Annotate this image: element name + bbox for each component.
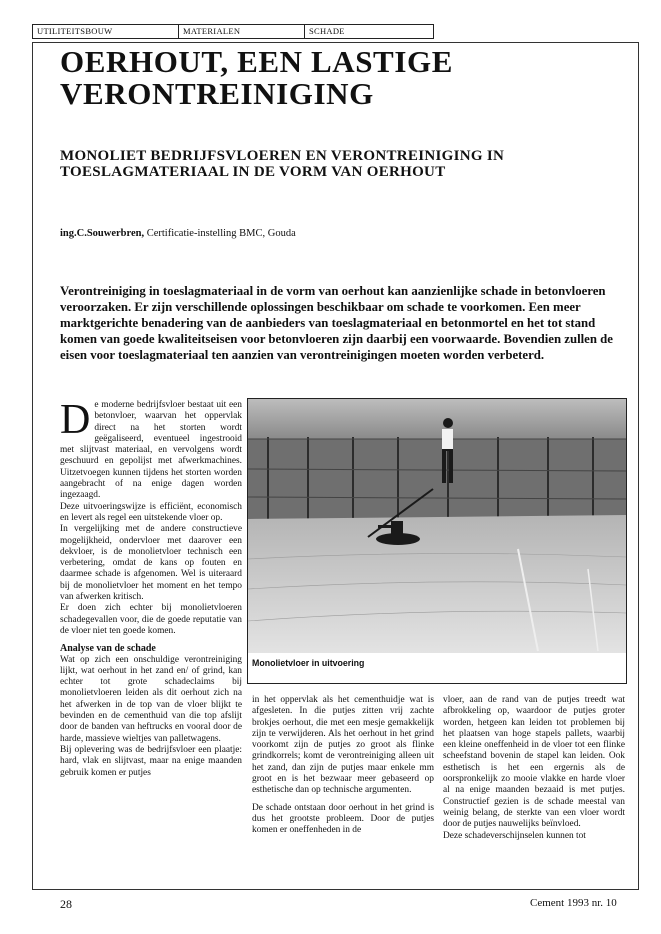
col1-paragraph-6: Bij oplevering was de bedrijfsvloer een plaatje: hard, vlak en slijtvast, maar na enige maanden gebruik komen er putjes xyxy=(60,744,242,778)
author-affiliation: Certificatie-instelling BMC, Gouda xyxy=(146,228,296,239)
photo-figure xyxy=(247,398,627,684)
article-title xyxy=(60,46,620,110)
col3-paragraph-1: vloer, aan de rand van de putjes treedt wat afbrokkeling op, waardoor de putjes groter worden, hetgeen kan leiden tot problemen bij het plaatsen van hoge stapels pallets, waarbij een kleine oneffenheid in de vloer tot een flinke scheefstand bovenin de stapel kan leiden. Ook esthetisch is het een ergernis als de oorspronkelijk zo mooie vlakke en harde vloer al na enige maanden bezaaid is met putjes. Constructief gezien is de schade meestal van weinig belang, de sterkte van een vloer wordt door de putjes nauwelijks beïnvloed. xyxy=(443,695,625,830)
title-line-1: OERHOUT, EEN LASTIGE xyxy=(60,44,453,79)
article-subtitle: MONOLIET BEDRIJFSVLOEREN EN VERONTREINIGING IN TOESLAGMATERIAAL IN DE VORM VAN OERHOUT xyxy=(60,148,505,180)
title-line-2: VERONTREINIGING xyxy=(60,76,374,111)
drop-cap: D xyxy=(60,397,91,443)
intro-paragraph xyxy=(60,397,242,502)
col2-paragraph-2: De schade ontstaan door oerhout in het grind is dus het grootste probleem. Door de putjes komen er oneffenheden in de xyxy=(252,802,434,836)
text-column-2 xyxy=(252,695,434,837)
text-column-1 xyxy=(60,397,242,779)
text-column-3 xyxy=(443,695,625,842)
col1-paragraph-3: In vergelijking met de andere constructieve mogelijkheid, ondervloer met daarover een dekvloer, is de monolietvloer technisch een verbetering, omdat de kans op fouten en daarmee schade is afgenomen. Wel is uiteraard bij de monolietvloer het moment en het tempo van afwerken kritisch. xyxy=(60,524,242,603)
page-number: 28 xyxy=(60,897,72,911)
col2-paragraph-1: in het oppervlak als het cementhuidje wat is afgesleten. In die putjes zitten vrij zachte brokjes oerhout, die met een mesje gemakkelijk zijn te verwijderen. Als het oerhout in het grind voorkomt zijn de putjes zo groot als flinke grindkorrels; komt de verontreiniging alleen uit het zand, dan zijn de putjes maar enkele mm groot en is het bezwaar meer gebaseerd op esthetische dan op technische argumenten. xyxy=(252,695,434,796)
photo-caption: Monolietvloer in uitvoering xyxy=(252,658,365,668)
tag-schade: SCHADE xyxy=(309,26,345,36)
col1-paragraph-5: Wat op zich een onschuldige verontreiniging lijkt, wat oerhout in het zand en/ of grind, kan echter tot grote schadeclaims bij monolietvloeren leiden als dit oerhout zich na het afwerken in de top van de vloer blijkt te bevinden en de cementhuid van die top afslijt door de banden van heftrucks en vooral door de harde, massieve wieltjes van palletwagens. xyxy=(60,654,242,744)
author-name: ing.C.Souwerbren, xyxy=(60,228,145,239)
intro-text: e moderne bedrijfsvloer bestaat uit een betonvloer, waarvan het oppervlak direct na het storten wordt geëgaliseerd, eventueel ingestrooid met slijtvast materiaal, en vervolgens wordt geschuurd en gepolijst met afwerkmachines. Uitzetvoegen kunnen tijdens het storten worden aangebracht of na enige dagen worden ingezaagd. xyxy=(60,400,242,501)
col1-paragraph-4: Er doen zich echter bij monolietvloeren schadegevallen voor, die de goede reputatie van de vloer niet ten goede komen. xyxy=(60,603,242,636)
col1-paragraph-2: Deze uitvoeringswijze is efficiënt, economisch en levert als regel een uitstekende vloer op. xyxy=(60,501,242,523)
tag-utiliteitsbouw: UTILITEITSBOUW xyxy=(33,25,179,38)
journal-reference: Cement 1993 nr. 10 xyxy=(530,897,617,909)
construction-photo xyxy=(248,399,626,653)
tag-materialen: MATERIALEN xyxy=(179,25,305,38)
col3-paragraph-2: Deze schadeverschijnselen kunnen tot xyxy=(443,830,586,841)
author-line xyxy=(60,228,620,239)
lead-paragraph: Verontreiniging in toeslagmateriaal in de vorm van oerhout kan aanzienlijke schade in betonvloeren veroorzaken. Er zijn verschillende oplossingen beschikbaar om schade te voorkomen. Een meer marktgerichte benadering van de aanbieders van toeslagmateriaal en betonmortel en het tot stand komen van goede kwaliteitseisen voor betonvloeren zijn daarbij een voorwaarde. Bovendien zullen de eisen voor toeslagmateriaal ten aanzien van verontreinigingen moeten worden verbeterd. xyxy=(60,284,613,362)
section-heading: Analyse van de schade xyxy=(60,643,156,655)
section-tag-bar xyxy=(32,24,434,39)
